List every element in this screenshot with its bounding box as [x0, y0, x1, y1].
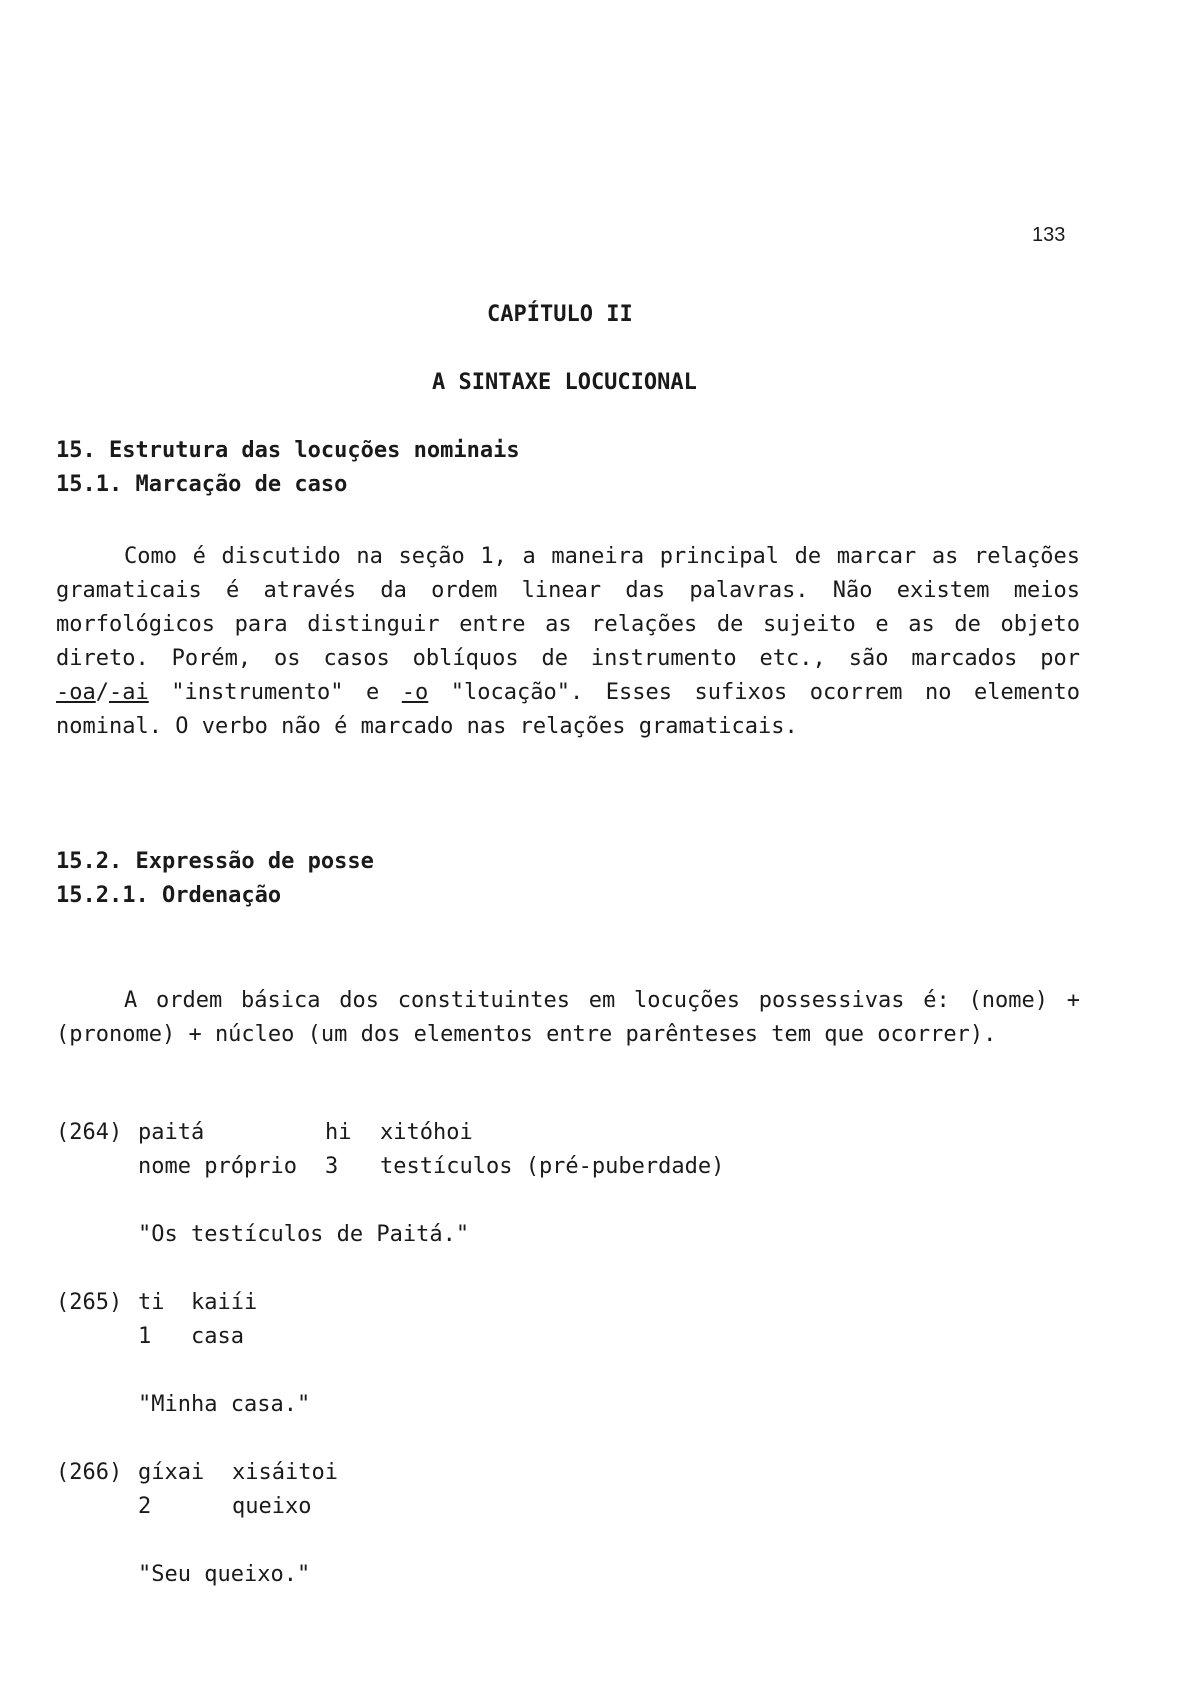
- example-translation: "Os testículos de Paitá.": [138, 1222, 470, 1247]
- example-word: xisáitoi: [232, 1460, 338, 1485]
- example-translation: "Minha casa.": [138, 1392, 311, 1417]
- paragraph-text: "instrumento" e: [148, 680, 402, 705]
- example-word: xitóhoi: [380, 1120, 473, 1145]
- example-gloss: casa: [191, 1324, 244, 1349]
- page-number: 133: [1032, 224, 1066, 246]
- suffix-oa: -oa: [56, 680, 96, 705]
- example-gloss: 1: [138, 1324, 152, 1349]
- paragraph-case-marking: [56, 540, 1080, 744]
- paragraph-ordering: [56, 984, 1080, 1052]
- suffix-ai: -ai: [109, 680, 149, 705]
- example-gloss: testículos (pré-puberdade): [380, 1154, 725, 1179]
- example-word: paitá: [138, 1120, 205, 1145]
- paragraph-line: nominal. O verbo não é marcado nas relações gramaticais.: [56, 714, 798, 739]
- chapter-heading: CAPÍTULO II: [487, 302, 633, 327]
- example-gloss: 2: [138, 1494, 152, 1519]
- paragraph-line: morfológicos para distinguir entre as relações de sujeito e as de objeto: [56, 612, 1080, 637]
- example-gloss: 3: [325, 1154, 339, 1179]
- example-number: (265): [56, 1290, 123, 1315]
- example-translation: "Seu queixo.": [138, 1562, 311, 1587]
- section-heading-15-1: 15.1. Marcação de caso: [56, 472, 348, 497]
- example-number: (266): [56, 1460, 123, 1485]
- example-gloss: nome próprio: [138, 1154, 297, 1179]
- section-heading-15-2: 15.2. Expressão de posse: [56, 849, 374, 874]
- paragraph-line: direto. Porém, os casos oblíquos de instrumento etc., são marcados por: [56, 646, 1080, 671]
- paragraph-line: A ordem básica dos constituintes em locuções possessivas é: (nome) +: [124, 988, 1080, 1013]
- example-word: ti: [138, 1290, 165, 1315]
- paragraph-line: Como é discutido na seção 1, a maneira principal de marcar as relações: [124, 544, 1080, 569]
- paragraph-line: gramaticais é através da ordem linear das palavras. Não existem meios: [56, 578, 1080, 603]
- section-heading-15-2-1: 15.2.1. Ordenação: [56, 883, 282, 908]
- example-word: kaiíi: [191, 1290, 258, 1315]
- part-title: A SINTAXE LOCUCIONAL: [432, 370, 697, 395]
- example-gloss: queixo: [232, 1494, 312, 1519]
- paragraph-line: (pronome) + núcleo (um dos elementos entre parênteses tem que ocorrer).: [56, 1022, 997, 1047]
- paragraph-text: "locação". Esses sufixos ocorrem no elemento: [428, 680, 1081, 705]
- section-heading-15: 15. Estrutura das locuções nominais: [56, 438, 520, 463]
- suffix-separator: /: [95, 680, 109, 705]
- paragraph-line: [56, 676, 1080, 710]
- example-word: gíxai: [138, 1460, 205, 1485]
- example-word: hi: [325, 1120, 352, 1145]
- example-number: (264): [56, 1120, 123, 1145]
- suffix-o: -o: [401, 680, 429, 705]
